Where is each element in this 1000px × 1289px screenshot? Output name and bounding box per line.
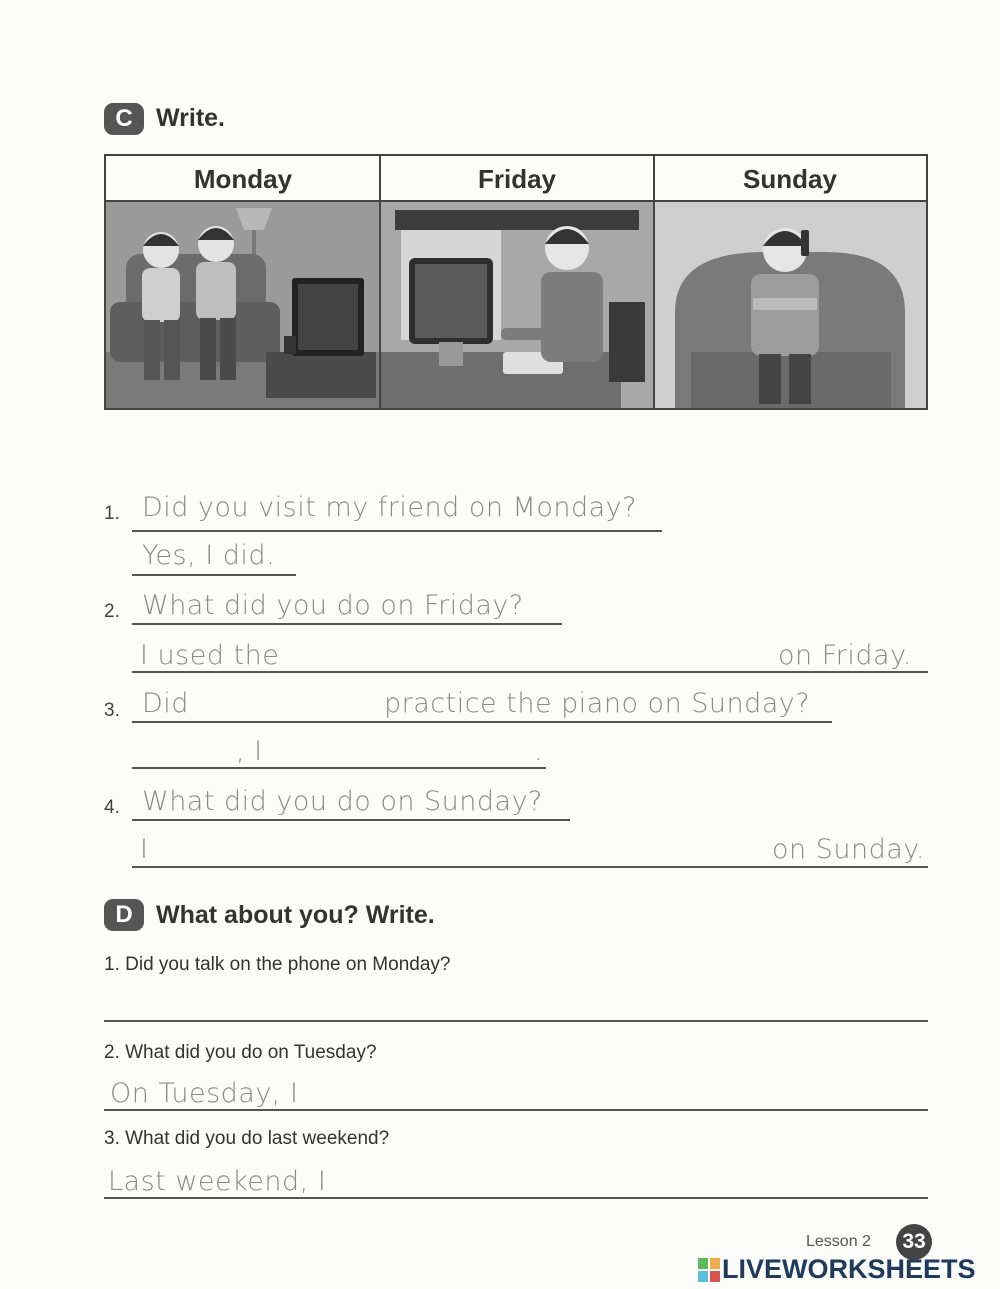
c3-question-end: practice the piano on Sunday? xyxy=(384,688,811,719)
brand-name[interactable]: LIVEWORKSHEETS xyxy=(722,1254,976,1284)
c3-answer-line xyxy=(132,767,546,769)
c4-answer-line xyxy=(132,866,928,868)
d3-answer-start: Last weekend, I xyxy=(108,1166,327,1197)
d2-answer-start: On Tuesday, I xyxy=(110,1078,299,1109)
c4-question: What did you do on Sunday? xyxy=(142,786,543,817)
item-number: 2. xyxy=(104,601,120,622)
item-number: 1. xyxy=(104,503,120,524)
c4-question-line xyxy=(132,819,570,821)
item-number: 3. xyxy=(104,700,120,721)
item-number: 4. xyxy=(104,797,120,818)
d1-question: 1. Did you talk on the phone on Monday? xyxy=(104,954,451,975)
d3-question: 3. What did you do last weekend? xyxy=(104,1128,390,1149)
d2-answer-line[interactable] xyxy=(104,1109,928,1111)
c2-question-line xyxy=(132,623,562,625)
c2-answer-start: I used the xyxy=(140,640,280,671)
liveworksheets-logo-icon xyxy=(698,1258,720,1282)
header-monday: Monday xyxy=(106,156,380,202)
c2-answer-line xyxy=(132,671,928,673)
c1-answer-line xyxy=(132,574,296,576)
d3-answer-line[interactable] xyxy=(104,1197,928,1199)
d2-question: 2. What did you do on Tuesday? xyxy=(104,1042,377,1063)
header-sunday: Sunday xyxy=(654,156,926,202)
picture-sunday xyxy=(655,202,926,408)
page-number: 33 xyxy=(896,1224,932,1260)
d1-answer-line[interactable] xyxy=(104,1020,928,1022)
c1-question: Did you visit my friend on Monday? xyxy=(142,492,637,523)
c3-answer-mid: , I xyxy=(236,736,263,767)
header-friday: Friday xyxy=(380,156,654,202)
c4-answer-start: I xyxy=(140,834,149,865)
picture-monday xyxy=(106,202,379,408)
c2-question: What did you do on Friday? xyxy=(142,590,524,621)
c2-answer-end: on Friday. xyxy=(778,640,912,671)
c1-question-line xyxy=(132,530,662,532)
section-c-title: Write. xyxy=(156,104,225,132)
c3-question-start: Did xyxy=(142,688,189,719)
section-d-badge: D xyxy=(104,899,144,931)
section-c-badge: C xyxy=(104,103,144,135)
c1-answer: Yes, I did. xyxy=(142,540,276,571)
picture-friday xyxy=(381,202,653,408)
c4-answer-end: on Sunday. xyxy=(772,834,925,865)
c3-question-line xyxy=(132,721,832,723)
section-d-title: What about you? Write. xyxy=(156,901,435,929)
days-table xyxy=(104,154,928,410)
lesson-label: Lesson 2 xyxy=(806,1233,871,1250)
c3-answer-end: . xyxy=(534,736,544,767)
